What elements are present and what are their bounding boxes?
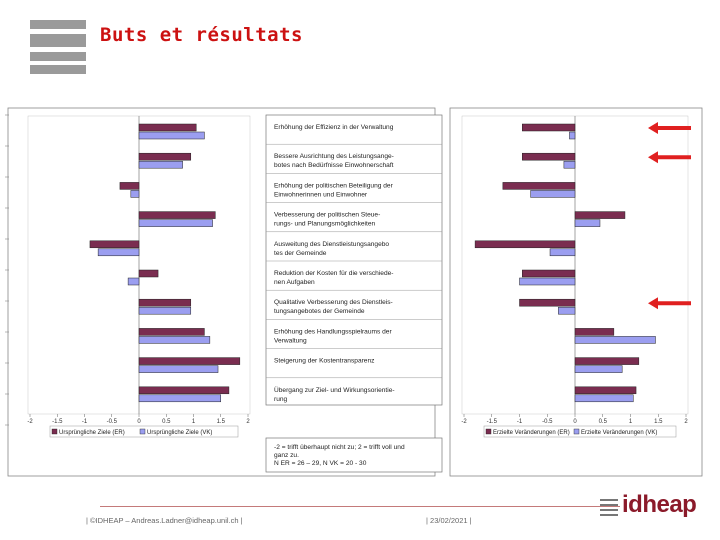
left-x-tick-label: 1.5 [216, 419, 225, 425]
left-bar-series1 [139, 124, 196, 131]
logo-text: idheap [622, 491, 697, 518]
left-x-tick-label: 0.5 [162, 419, 171, 425]
left-bar-series1 [139, 328, 204, 335]
right-bar-series1 [522, 124, 575, 131]
right-bar-series1 [575, 212, 625, 219]
left-bar-series1 [139, 299, 191, 306]
right-x-tick-label: 2 [684, 419, 688, 425]
left-legend-swatch [140, 429, 145, 434]
right-bar-series1 [522, 270, 575, 277]
category-label: Einwohnerinnen und Einwohner [274, 191, 368, 199]
right-bar-series1 [522, 153, 575, 160]
note-text: N ER = 26 – 29, N VK = 20 - 30 [274, 460, 367, 467]
left-bar-series1 [139, 358, 240, 365]
category-label: Verwaltung [274, 337, 307, 345]
left-bar-series2 [139, 366, 218, 373]
category-label: Bessere Ausrichtung des Leistungsange- [274, 153, 394, 161]
left-x-tick-label: -2 [27, 419, 33, 425]
left-bar-series2 [139, 132, 204, 139]
category-label: tungsangebotes der Gemeinde [274, 308, 365, 316]
right-bar-series2 [575, 336, 655, 343]
footer-copyright: | ©IDHEAP – Andreas.Ladner@idheap.unil.ch | [86, 516, 243, 525]
footer-rule [100, 506, 620, 507]
slide-title: Buts et résultats [100, 24, 303, 46]
left-x-tick-label: -1.5 [52, 419, 63, 425]
right-x-tick-label: 1 [628, 419, 633, 425]
right-bar-series1 [520, 299, 576, 306]
right-x-tick-label: 1.5 [654, 419, 663, 425]
left-legend-label: Ursprüngliche Ziele (VK) [147, 430, 213, 436]
left-bar-series2 [139, 307, 191, 314]
right-bar-series2 [569, 132, 575, 139]
category-label: botes nach Bedürfnisse Einwohnerschaft [274, 162, 394, 170]
right-bar-series2 [520, 278, 576, 285]
category-label: Erhöhung des Handlungsspielraums der [274, 328, 392, 336]
left-legend-label: Ursprüngliche Ziele (ER) [59, 430, 125, 436]
left-bar-series2 [98, 249, 139, 256]
right-bar-series2 [550, 249, 575, 256]
right-x-tick-label: -1 [516, 419, 523, 425]
left-bar-series1 [139, 270, 158, 277]
left-bar-series2 [139, 336, 210, 343]
left-x-tick-label: -0.5 [106, 419, 117, 425]
category-label: rung [274, 395, 288, 403]
right-x-tick-label: -1.5 [486, 419, 497, 425]
left-bar-series1 [139, 387, 229, 394]
category-label: Qualitative Verbesserung des Dienstleis- [274, 299, 393, 307]
left-x-tick-label: 1 [191, 419, 196, 425]
right-bar-series2 [575, 395, 633, 402]
category-label: Steigerung der Kostentransparenz [274, 357, 375, 365]
right-bar-series1 [503, 182, 575, 189]
category-label: Übergang zur Ziel- und Wirkungsorientie- [274, 386, 395, 394]
left-bar-series1 [120, 182, 139, 189]
category-label: rungs- und Planungsmöglichkeiten [274, 220, 376, 228]
left-x-tick-label: -1 [81, 419, 88, 425]
category-label: Reduktion der Kosten für die verschiede- [274, 270, 394, 277]
left-legend-swatch [52, 429, 57, 434]
category-label: Erhöhung der politischen Beteiligung der [274, 182, 393, 190]
left-bar-series2 [139, 220, 213, 227]
right-legend-swatch [486, 429, 491, 434]
left-bar-series2 [139, 395, 221, 402]
right-legend-label: Erzielte Veränderungen (VK) [581, 430, 658, 436]
left-bar-series1 [139, 153, 191, 160]
right-bar-series2 [564, 161, 575, 168]
left-bar-series2 [139, 161, 183, 168]
left-bar-series2 [131, 190, 139, 197]
right-x-tick-label: -0.5 [542, 419, 553, 425]
category-label: Ausweitung des Dienstleistungsangebo [274, 240, 390, 248]
left-x-tick-label: 0 [137, 419, 141, 425]
right-x-tick-label: -2 [461, 419, 467, 425]
left-x-tick-label: 2 [246, 419, 250, 425]
category-label: Verbesserung der politischen Steue- [274, 211, 381, 219]
right-x-tick-label: 0 [573, 419, 577, 425]
right-bar-series2 [575, 366, 622, 373]
right-bar-series1 [475, 241, 575, 248]
right-x-tick-label: 0.5 [598, 419, 607, 425]
right-legend-label: Erzielte Veränderungen (ER) [493, 430, 570, 436]
note-text: ganz zu. [274, 452, 299, 459]
right-bar-series2 [558, 307, 575, 314]
left-bar-series2 [128, 278, 139, 285]
category-label: Erhöhung der Effizienz in der Verwaltung [274, 124, 394, 131]
right-bar-series2 [531, 190, 575, 197]
right-bar-series2 [575, 220, 600, 227]
category-label: tes der Gemeinde [274, 249, 327, 257]
left-bar-series1 [139, 212, 215, 219]
right-legend-swatch [574, 429, 579, 434]
footer-date: | 23/02/2021 | [426, 516, 472, 525]
right-bar-series1 [575, 358, 639, 365]
note-text: -2 = trifft überhaupt nicht zu; 2 = trifft voll und [274, 444, 405, 451]
idheap-logo [600, 491, 700, 520]
right-bar-series1 [575, 387, 636, 394]
right-bar-series1 [575, 328, 614, 335]
left-bar-series1 [90, 241, 139, 248]
category-label: nen Aufgaben [274, 279, 315, 286]
